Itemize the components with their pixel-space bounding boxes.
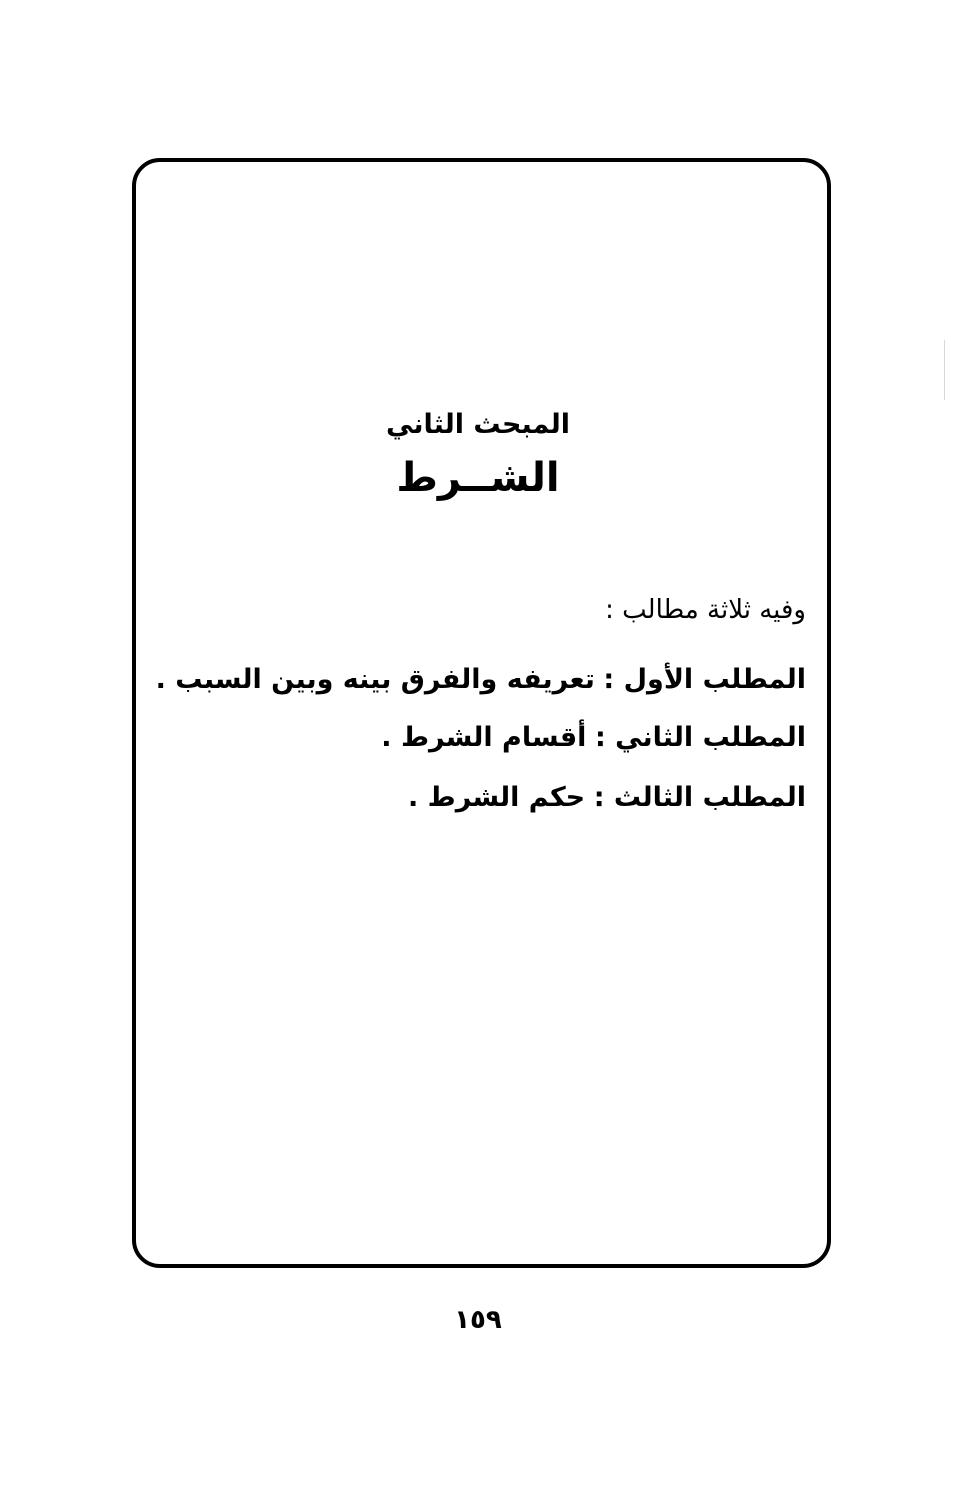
list-item: [408, 778, 806, 818]
item-text: تعريفه والفرق بينه وبين السبب .: [155, 664, 595, 695]
item-label: المطلب الثالث :: [593, 782, 806, 813]
item-text: حكم الشرط .: [408, 782, 586, 813]
item-label: المطلب الثاني :: [594, 722, 806, 753]
item-text: أقسام الشرط .: [381, 722, 587, 753]
section-title: الشــرط: [396, 455, 560, 501]
list-item: [156, 660, 806, 700]
section-label: المبحث الثاني: [386, 409, 570, 440]
item-label: المطلب الأول :: [603, 664, 806, 695]
page-number: ١٥٩: [454, 1305, 502, 1335]
list-item: [381, 718, 806, 758]
intro-text: وفيه ثلاثة مطالب :: [605, 595, 806, 625]
scan-edge-mark: [944, 340, 945, 400]
page-border-frame: [132, 158, 831, 1268]
